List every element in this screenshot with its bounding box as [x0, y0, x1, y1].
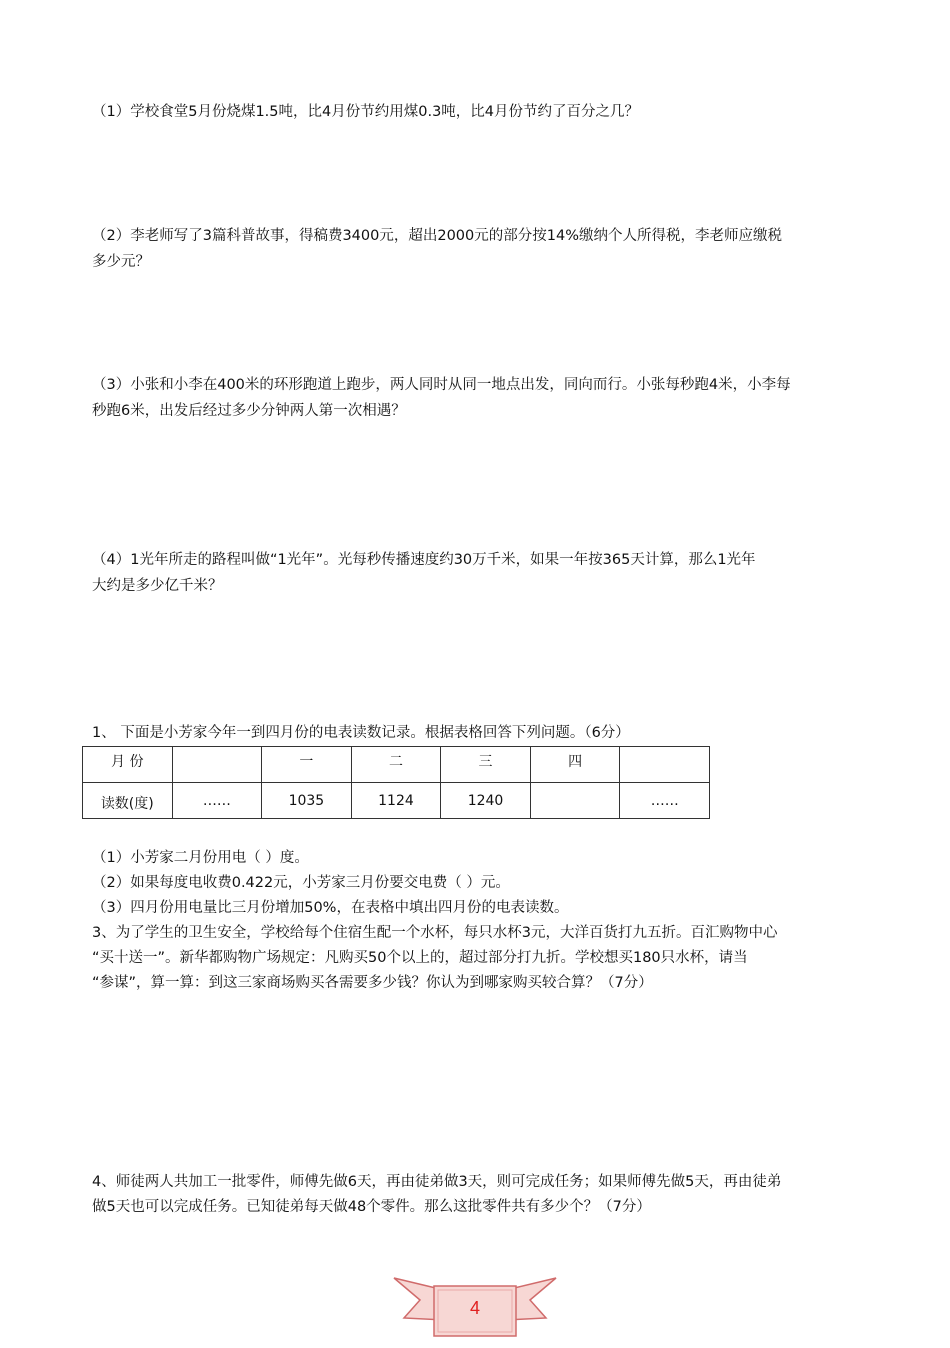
table-cell — [172, 747, 262, 783]
table-cell: 二 — [351, 747, 441, 783]
table-cell: 月 份 — [83, 747, 173, 783]
page-number: 4 — [469, 1298, 481, 1318]
question-4-line-1: 4、师徒两人共加工一批零件，师傅先做6天，再由徒弟做3天，则可完成任务；如果师傅先做5天，再由徒弟 — [92, 1174, 782, 1190]
problem-2-line-2: 多少元？ — [92, 254, 150, 270]
april-reading-blank[interactable] — [530, 783, 620, 819]
table-cell: 1124 — [351, 783, 441, 819]
question-3-line-2: “买十送一”。新华都购物广场规定：凡购买50个以上的，超过部分打九折。学校想买180只水杯，请当 — [92, 950, 748, 966]
problem-4-line-1: （4）1光年所走的路程叫做“1光年”。光每秒传播速度约30万千米，如果一年按365天计算，那么1光年 — [92, 552, 756, 568]
question-3-line-1: 3、为了学生的卫生安全，学校给每个住宿生配一个水杯，每只水杯3元，大洋百货打九五折。百汇购物中心 — [92, 925, 778, 941]
problem-1: （1）学校食堂5月份烧煤1.5吨，比4月份节约用煤0.3吨，比4月份节约了百分之几？ — [92, 104, 640, 120]
table-cell: 1035 — [262, 783, 352, 819]
question-1-sub-3: （3）四月份用电量比三月份增加50%，在表格中填出四月份的电表读数。 — [92, 900, 569, 916]
problem-4-line-2: 大约是多少亿千米？ — [92, 578, 223, 594]
table-cell: 一 — [262, 747, 352, 783]
question-1-heading: 1、 下面是小芳家今年一到四月份的电表读数记录。根据表格回答下列问题。（6分） — [92, 725, 630, 741]
table-cell — [620, 747, 710, 783]
question-1-sub-2: （2）如果每度电收费0.422元，小芳家三月份要交电费（ ）元。 — [92, 875, 510, 891]
question-3-line-3: “参谋”，算一算：到这三家商场购买各需要多少钱？你认为到哪家购买较合算？（7分） — [92, 975, 653, 991]
table-cell: 四 — [530, 747, 620, 783]
problem-3-line-2: 秒跑6米，出发后经过多少分钟两人第一次相遇？ — [92, 403, 406, 419]
problem-3-line-1: （3）小张和小李在400米的环形跑道上跑步，两人同时从同一地点出发，同向而行。小张每秒跑4米，小李每 — [92, 377, 791, 393]
table-cell: …… — [620, 783, 710, 819]
table-header-row — [83, 747, 710, 783]
table-row — [83, 783, 710, 819]
question-1-sub-1: （1）小芳家二月份用电（ ）度。 — [92, 850, 309, 866]
problem-2-line-1: （2）李老师写了3篇科普故事，得稿费3400元，超出2000元的部分按14%缴纳个人所得税，李老师应缴税 — [92, 228, 782, 244]
page-number-ribbon — [392, 1268, 558, 1344]
meter-reading-table — [82, 746, 710, 819]
table-cell: 三 — [441, 747, 531, 783]
table-cell: 读数(度) — [83, 783, 173, 819]
table-cell: …… — [172, 783, 262, 819]
table-cell: 1240 — [441, 783, 531, 819]
question-4-line-2: 做5天也可以完成任务。已知徒弟每天做48个零件。那么这批零件共有多少个？（7分） — [92, 1199, 651, 1215]
